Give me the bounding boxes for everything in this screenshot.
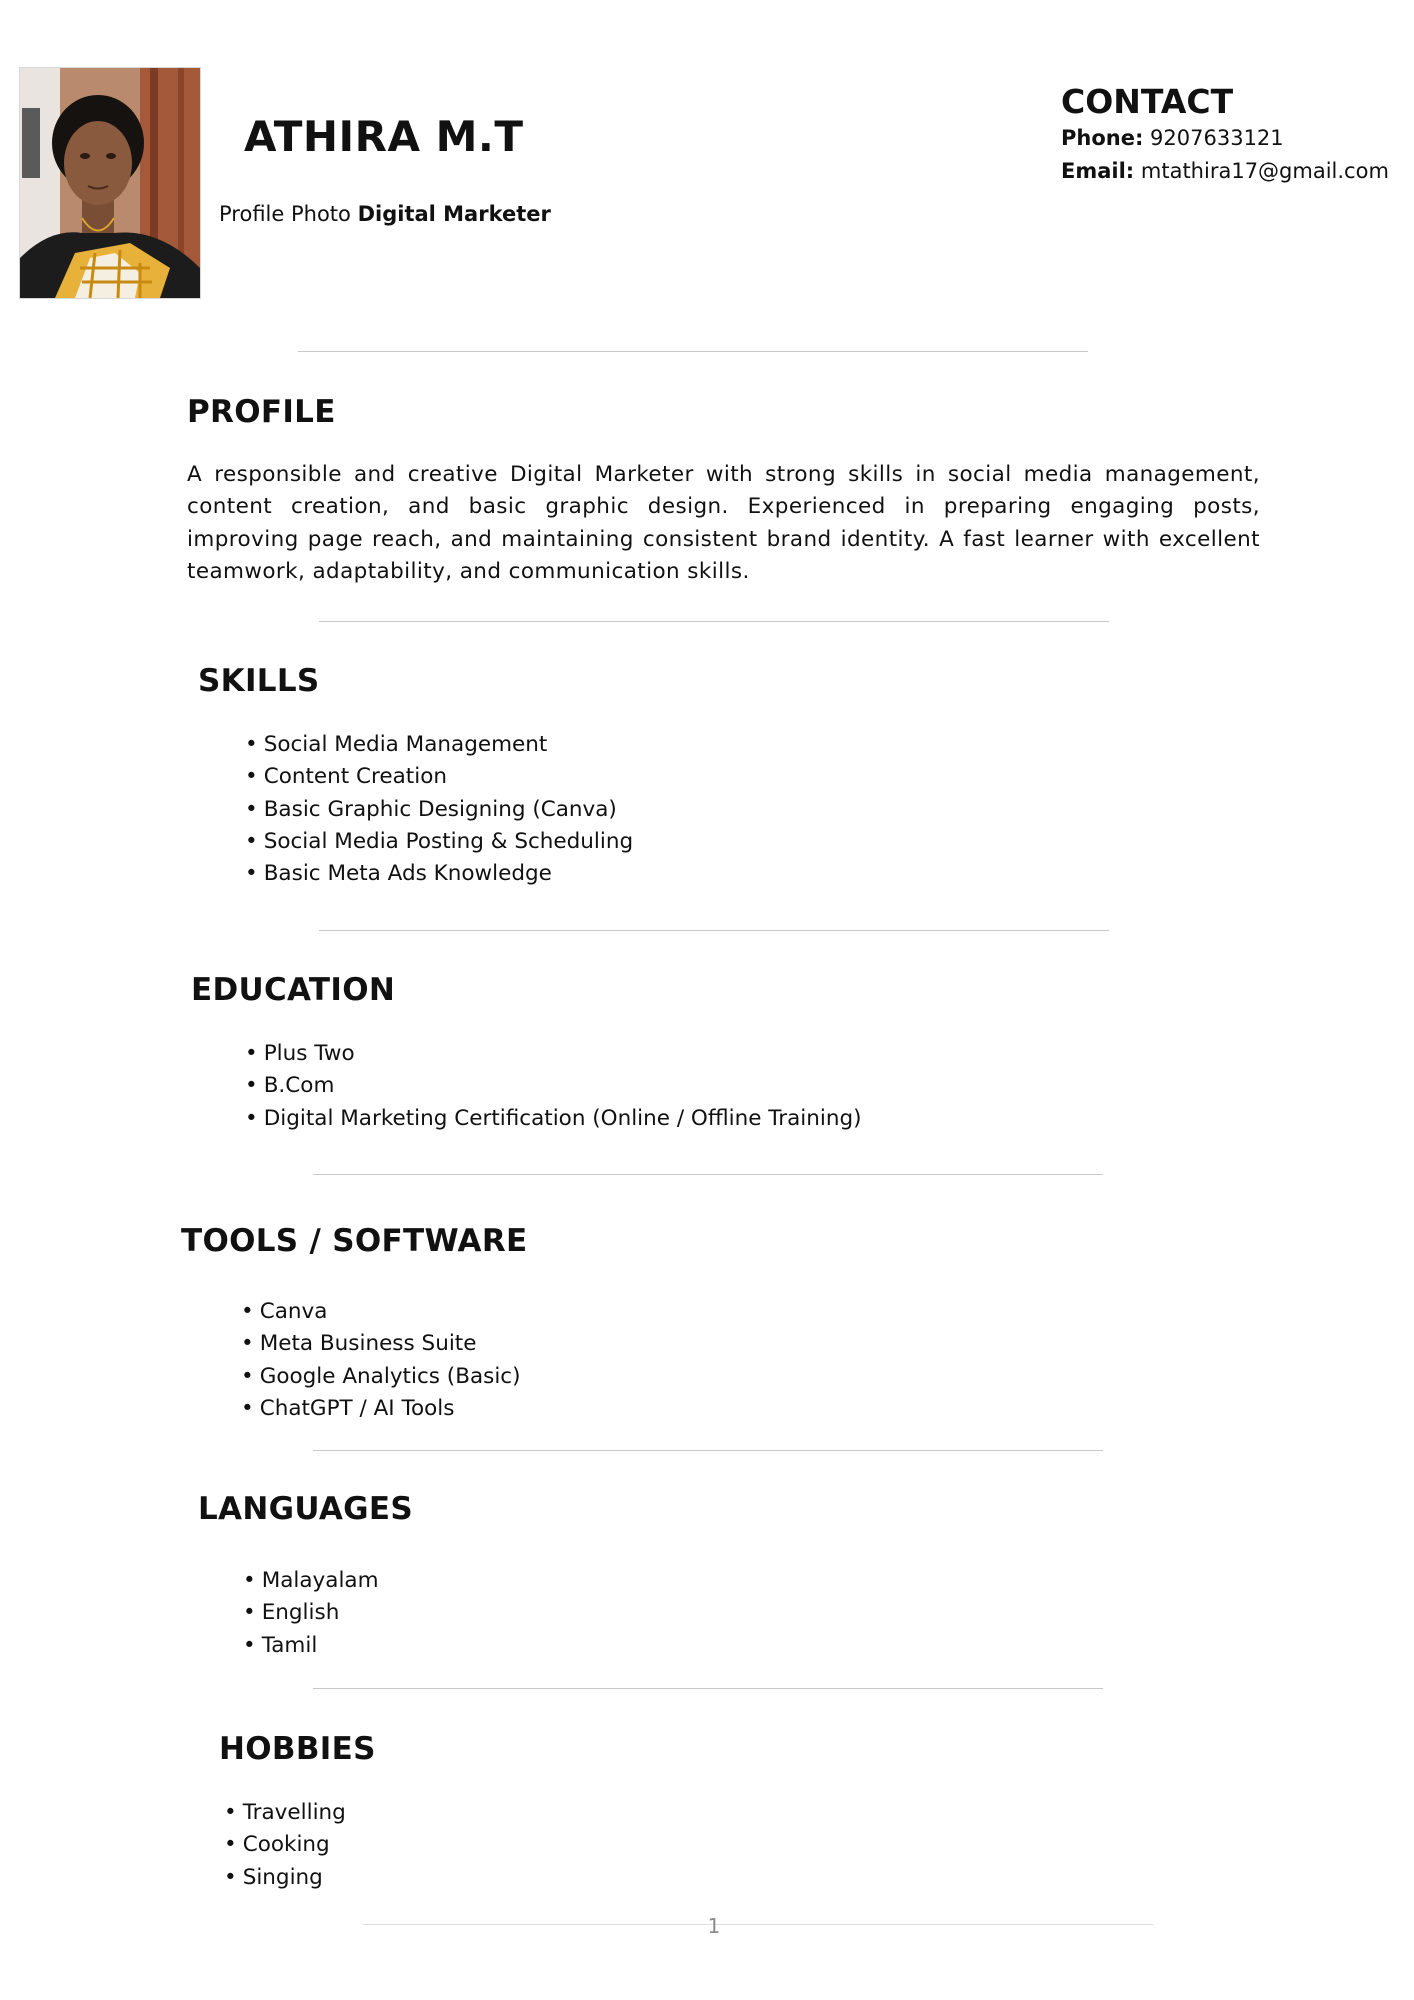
divider [313,1450,1103,1451]
tools-list [241,1296,521,1425]
hobbies-heading: HOBBIES [219,1731,376,1767]
divider [319,930,1109,931]
list-item: • ChatGPT / AI Tools [241,1393,521,1425]
subtitle-line [219,202,551,226]
phone-label: Phone: [1061,126,1144,150]
profile-heading: PROFILE [187,394,336,430]
list-item: • Canva [241,1296,521,1328]
list-item: • Google Analytics (Basic) [241,1361,521,1393]
list-item: • Cooking [224,1829,346,1861]
list-item: • Social Media Management [245,729,633,761]
list-item: • Singing [224,1862,346,1894]
languages-list [243,1565,379,1662]
phone-line [1061,126,1284,150]
skills-heading: SKILLS [198,663,320,699]
divider [319,621,1109,622]
email-label: Email: [1061,159,1135,183]
phone-value: 9207633121 [1150,126,1284,150]
languages-heading: LANGUAGES [198,1491,413,1527]
contact-heading: CONTACT [1061,82,1234,121]
profile-text: A responsible and creative Digital Marketer with strong skills in social media management, content creation, and basic graphic design. Experienced in preparing engaging posts, improving page reach, and maintaining consistent brand identity. A fast learner with excellent teamwork, adaptability, and communication skills. [187,462,1260,584]
list-item: • Social Media Posting & Scheduling [245,826,633,858]
divider [298,351,1088,352]
list-item: • Tamil [243,1630,379,1662]
list-item: • Plus Two [245,1038,862,1070]
profile-photo-graphic [20,68,200,298]
email-value[interactable]: mtathira17@gmail.com [1140,159,1389,183]
skills-list [245,729,633,890]
list-item: • Digital Marketing Certification (Online / Offline Training) [245,1103,862,1135]
page-number: 1 [707,1914,721,1938]
list-item: • Basic Meta Ads Knowledge [245,858,633,890]
list-item: • Travelling [224,1797,346,1829]
education-list [245,1038,862,1135]
list-item: • Malayalam [243,1565,379,1597]
profile-photo [19,67,201,299]
list-item: • B.Com [245,1070,862,1102]
hobbies-list [224,1797,346,1894]
email-line [1061,159,1389,183]
photo-label: Profile Photo [219,202,351,226]
list-item: • Basic Graphic Designing (Canva) [245,794,633,826]
divider [313,1174,1103,1175]
job-title: Digital Marketer [357,202,551,226]
list-item: • Meta Business Suite [241,1328,521,1360]
list-item: • English [243,1597,379,1629]
list-item: • Content Creation [245,761,633,793]
education-heading: EDUCATION [191,972,396,1008]
candidate-name: ATHIRA M.T [244,112,524,161]
tools-heading: TOOLS / SOFTWARE [181,1223,528,1259]
divider [313,1688,1103,1689]
footer-divider [363,1924,1153,1925]
